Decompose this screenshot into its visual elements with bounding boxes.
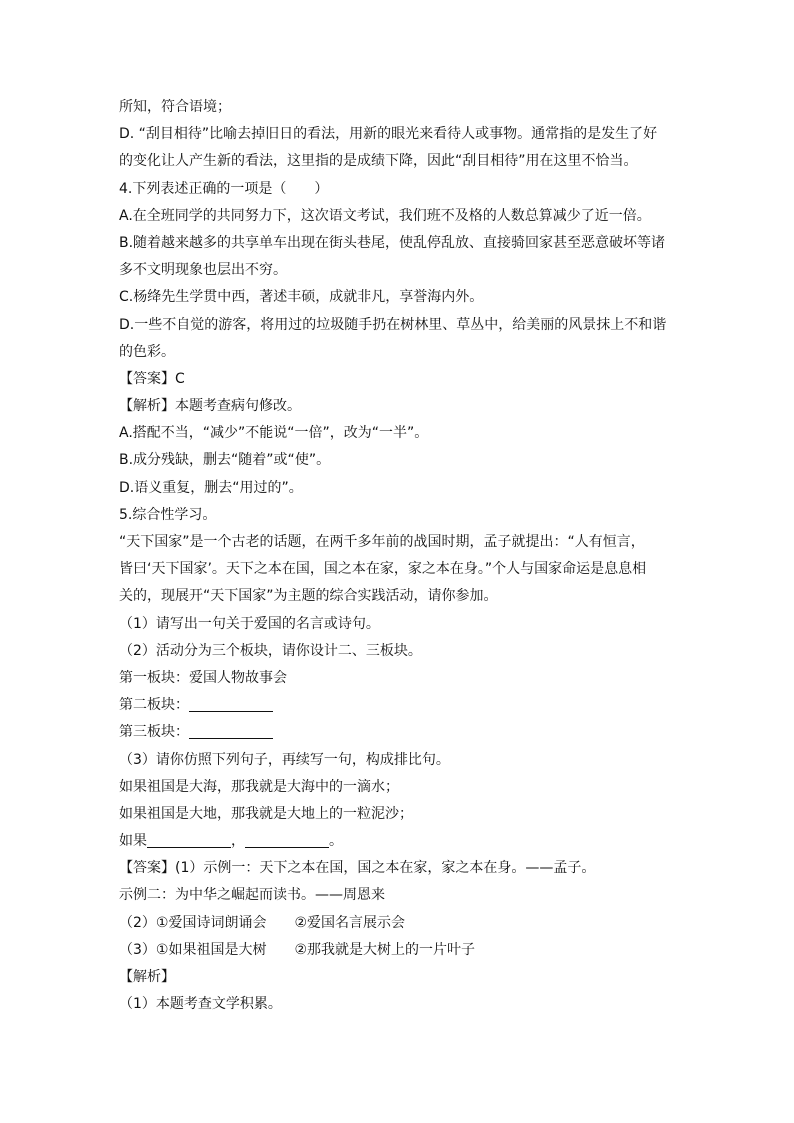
passage-line: 皆曰‘天下国家’。天下之本在国，国之本在家，家之本在身。”个人与国家命运是息息相 [119,561,647,578]
answer-blank [245,831,329,848]
text-line: D. “刮目相待”比喻去掉旧日的看法，用新的眼光来看待人或事物。通常指的是发生了好 [119,126,658,143]
option-b: B.随着越来越多的共享单车出现在街头巷尾，使乱停乱放、直接骑回家甚至恶意破坏等诸 [119,234,666,251]
sub-question-1: （1）请写出一句关于爱国的名言或诗句。 [119,615,380,632]
question-5-title: 5.综合性学习。 [119,506,217,523]
question-4-title: 4.下列表述正确的一项是（ ） [119,180,329,197]
answer-blank [189,695,273,712]
section-one: 第一板块：爱国人物故事会 [119,669,287,686]
answer-part-2: （2）①爱国诗词朗诵会 ②爱国名言展示会 [119,914,406,931]
option-d-cont: 的色彩。 [119,343,175,360]
answer-blank [147,831,231,848]
example-sentence: 如果祖国是大地，那我就是大地上的一粒泥沙； [119,805,413,822]
sub-question-3: （3）请你仿照下列句子，再续写一句，构成排比句。 [119,751,450,768]
answer-line: 【答案】(1）示例一：天下之本在国，国之本在家，家之本在身。——孟子。 [119,860,596,877]
section-two [119,692,679,719]
analysis-heading: 【解析】 [119,969,175,985]
answer-line: 【答案】C [119,370,185,387]
option-d: D.一些不自觉的游客，将用过的垃圾随手扔在树林里、草丛中，给美丽的风景抹上不和谐 [119,316,667,333]
analysis-d: D.语义重复，删去“用过的”。 [119,479,303,496]
ruguo-prefix: 如果 [119,833,147,850]
analysis-a: A.搭配不当，“减少”不能说“一倍”，改为“一半”。 [119,425,429,442]
example-sentence: 如果祖国是大海，那我就是大海中的一滴水； [119,778,399,795]
ruguo-period: 。 [329,833,343,850]
section-three [119,719,679,746]
sub-question-2: （2）活动分为三个板块，请你设计二、三板块。 [119,642,422,659]
analysis-b: B.成分残缺，删去“随着”或“使”。 [119,452,331,469]
option-b-cont: 多不文明现象也层出不穷。 [119,262,287,279]
section-three-label: 第三板块： [119,724,189,741]
analysis-line: 【解析】本题考查病句修改。 [119,398,301,415]
document-page [119,94,679,1018]
text-line: 的变化让人产生新的看法，这里指的是成绩下降，因此“刮目相待”用在这里不恰当。 [119,153,638,170]
text-line: 所知，符合语境； [119,99,231,115]
option-a: A.在全班同学的共同努力下，这次语文考试，我们班不及格的人数总算减少了近一倍。 [119,207,651,224]
answer-part-3: （3）①如果祖国是大树 ②那我就是大树上的一片叶子 [119,941,476,958]
fill-in-sentence [119,828,679,855]
answer-example-2: 示例二：为中华之崛起而读书。——周恩来 [119,887,385,904]
passage-line: “天下国家”是一个古老的话题，在两千多年前的战国时期，孟子就提出：“人有恒言， [119,534,645,550]
ruguo-comma: ， [231,833,245,850]
answer-blank [189,722,273,739]
passage-line: 关的，现展开“天下国家”为主题的综合实践活动，请你参加。 [119,588,498,605]
section-two-label: 第二板块： [119,697,189,714]
option-c: C.杨绛先生学贯中西，著述丰硕，成就非凡，享誉海内外。 [119,289,484,306]
analysis-part-1: （1）本题考查文学积累。 [119,996,282,1013]
